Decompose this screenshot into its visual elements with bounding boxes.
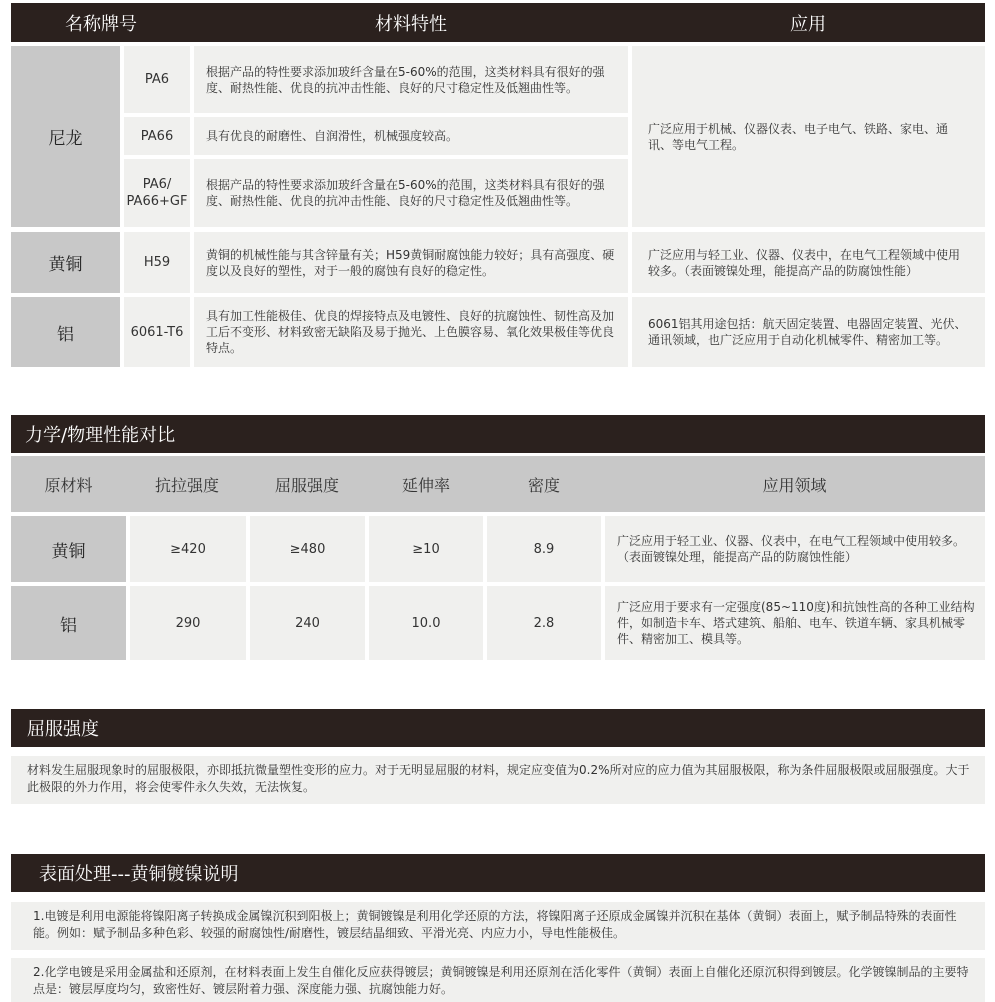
material-aluminum: 铝 xyxy=(11,297,120,367)
table1-header-name: 名称牌号 xyxy=(65,13,137,35)
table1-header-property: 材料特性 xyxy=(375,13,447,35)
property-aluminum: 具有加工性能极佳、优良的焊接特点及电镀性、良好的抗腐蚀性、韧性高及加工后不变形、材料致密无缺陷及易于抛光、上色膜容易、氧化效果极佳等优良特点。 xyxy=(194,297,628,367)
code-pa66: PA66 xyxy=(124,117,190,155)
surface-section-title: 表面处理---黄铜镀镍说明 xyxy=(11,854,985,892)
table1-header-application: 应用 xyxy=(790,13,826,35)
table2-row-brass-application: 广泛应用于轻工业、仪器、仪表中，在电气工程领域中使用较多。（表面镀镍处理，能提高产品的防腐蚀性能） xyxy=(605,516,985,582)
property-pa66-gf: 根据产品的特性要求添加玻纤含量在5-60%的范围，这类材料具有很好的强度、耐热性能、优良的抗冲击性能、良好的尺寸稳定性及低翘曲性等。 xyxy=(194,159,628,227)
material-nylon: 尼龙 xyxy=(11,46,120,227)
property-pa66: 具有优良的耐磨性、自润滑性，机械强度较高。 xyxy=(194,117,628,155)
code-pa6: PA6 xyxy=(124,46,190,113)
table2-row-aluminum-application: 广泛应用于要求有一定强度(85~110度)和抗蚀性高的各种工业结构件，如制造卡车、塔式建筑、船舶、电车、铁道车辆、家具机械零件、精密加工、模具等。 xyxy=(605,586,985,660)
material-brass: 黄铜 xyxy=(11,232,120,293)
table2-header-tensile: 抗拉强度 xyxy=(154,475,219,495)
code-pa66-gf: PA6/ PA66+GF xyxy=(124,159,190,227)
code-h59: H59 xyxy=(124,232,190,293)
property-pa6: 根据产品的特性要求添加玻纤含量在5-60%的范围，这类材料具有很好的强度、耐热性能、优良的抗冲击性能、良好的尺寸稳定性及低翘曲性等。 xyxy=(194,46,628,113)
table2-title: 力学/物理性能对比 xyxy=(11,415,985,453)
yield-section-title: 屈服强度 xyxy=(11,709,985,747)
table2-header-elongation: 延伸率 xyxy=(401,475,450,495)
yield-section-text: 材料发生屈服现象时的屈服极限，亦即抵抗微量塑性变形的应力。对于无明显屈服的材料，规定应变值为0.2%所对应的应力值为其屈服极限，称为条件屈服极限或屈服强度。大于此极限的外力作用，将会使零件永久失效，无法恢复。 xyxy=(11,756,985,804)
table2-header-yield: 屈服强度 xyxy=(274,475,339,495)
table2-header-application: 应用领域 xyxy=(762,475,827,495)
code-6061-t6: 6061-T6 xyxy=(124,297,190,367)
table2-row-aluminum-material: 铝 xyxy=(11,586,126,660)
table2-row-brass-density: 8.9 xyxy=(487,516,601,582)
table2-row-aluminum-elongation: 10.0 xyxy=(369,586,483,660)
table2-row-aluminum-yield: 240 xyxy=(250,586,365,660)
table2-row-aluminum-density: 2.8 xyxy=(487,586,601,660)
property-brass: 黄铜的机械性能与其含锌量有关；H59黄铜耐腐蚀能力较好；具有高强度、硬度以及良好的塑性，对于一般的腐蚀有良好的稳定性。 xyxy=(194,232,628,293)
application-aluminum: 6061铝其用途包括：航天固定装置、电器固定装置、光伏、通讯领域，也广泛应用于自动化机械零件、精密加工等。 xyxy=(632,297,985,367)
surface-item-2: 2.化学电镀是采用金属盐和还原剂，在材料表面上发生自催化反应获得镀层；黄铜镀镍是利用还原剂在活化零件（黄铜）表面上自催化还原沉积得到镀层。化学镀镍制品的主要特点是：镀层厚度均匀，致密性好、镀层附着力强、深度能力强、抗腐蚀能力好。 xyxy=(11,958,985,1002)
table2-row-brass-material: 黄铜 xyxy=(11,516,126,582)
table2-row-brass-elongation: ≥10 xyxy=(369,516,483,582)
application-nylon: 广泛应用于机械、仪器仪表、电子电气、铁路、家电、通讯、等电气工程。 xyxy=(632,46,985,227)
table2-row-brass-tensile: ≥420 xyxy=(130,516,246,582)
table2-header-material: 原材料 xyxy=(44,475,93,495)
table2-header-density: 密度 xyxy=(527,475,560,495)
table2-row-aluminum-tensile: 290 xyxy=(130,586,246,660)
table2-row-brass-yield: ≥480 xyxy=(250,516,365,582)
surface-item-1: 1.电镀是利用电源能将镍阳离子转换成金属镍沉积到阳极上；黄铜镀镍是利用化学还原的方法，将镍阳离子还原成金属镍并沉积在基体（黄铜）表面上，赋予制品特殊的表面性能。例如：赋予制品多种色彩、较强的耐腐蚀性/耐磨性，镀层结晶细致、平滑光亮、内应力小，导电性能极佳。 xyxy=(11,902,985,950)
application-brass: 广泛应用与轻工业、仪器、仪表中，在电气工程领域中使用较多。（表面镀镍处理，能提高产品的防腐蚀性能） xyxy=(632,232,985,293)
